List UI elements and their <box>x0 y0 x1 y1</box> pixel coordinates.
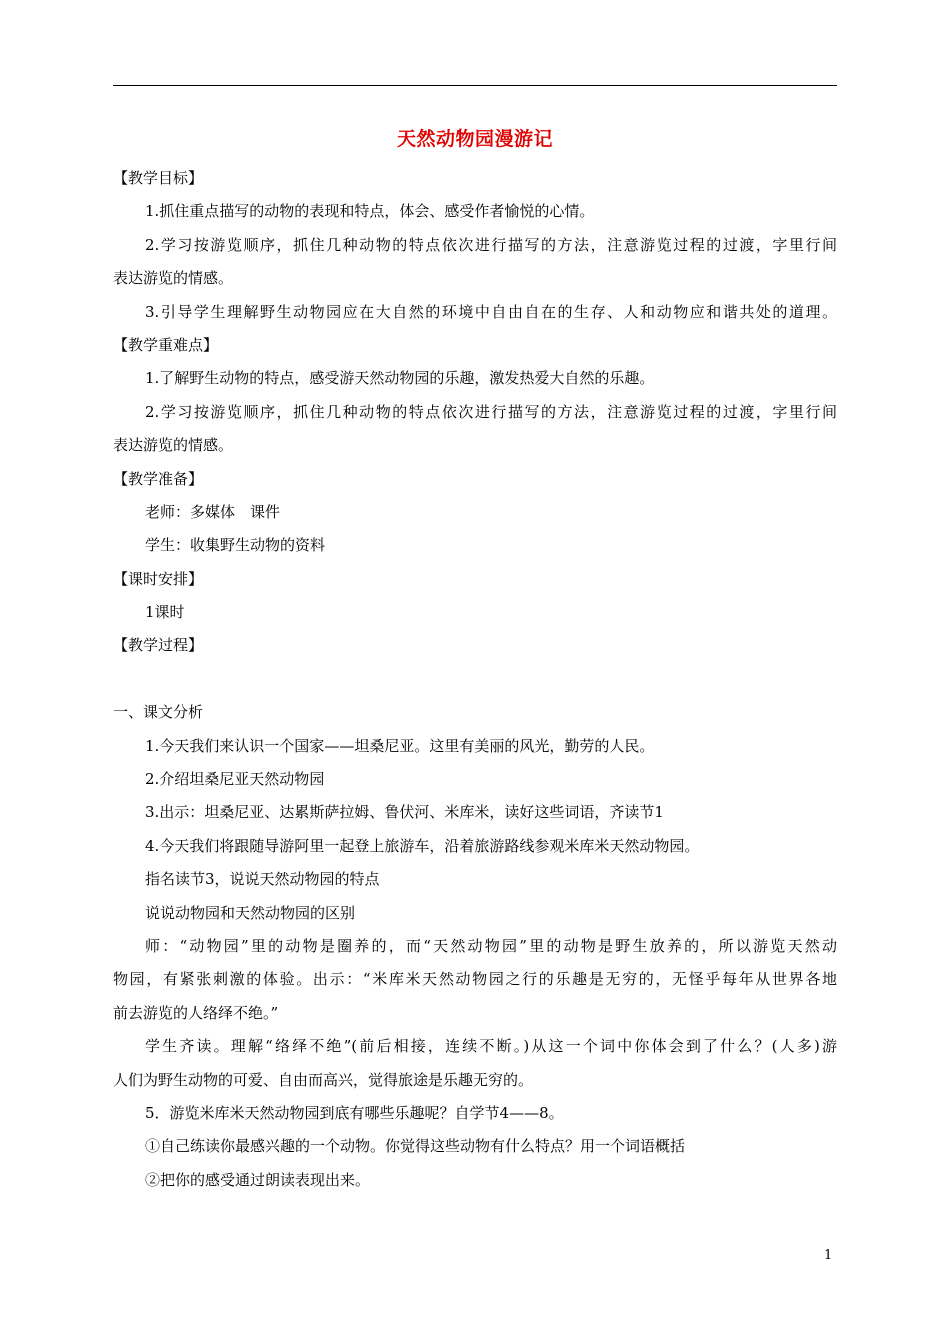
text-line: 2.介绍坦桑尼亚天然动物园 <box>145 770 325 789</box>
text-line: 表达游览的情感。 <box>113 269 234 288</box>
text-line: ②把你的感受通过朗读表现出来。 <box>145 1170 371 1189</box>
text-line: 5．游览米库米天然动物园到底有哪些乐趣呢？自学节4——8。 <box>145 1103 564 1122</box>
text-line: 前去游览的人络绎不绝。” <box>113 1003 279 1022</box>
text-line: 学生齐读。理解“络绎不绝”(前后相接，连续不断。)从这一个词中你体会到了什么？(人多)游 <box>145 1037 837 1056</box>
text-line: 1.今天我们来认识一个国家——坦桑尼亚。这里有美丽的风光，勤劳的人民。 <box>145 736 655 755</box>
text-line: 老师：多媒体 课件 <box>145 502 281 521</box>
document-title: 天然动物园漫游记 <box>396 128 553 150</box>
section-heading: 【课时安排】 <box>113 569 204 588</box>
section-heading: 【教学准备】 <box>113 469 204 488</box>
text-line: 1课时 <box>145 603 185 622</box>
text-line: 说说动物园和天然动物园的区别 <box>145 903 356 922</box>
header-rule <box>113 85 837 86</box>
text-line: 1.了解野生动物的特点，感受游天然动物园的乐趣，激发热爱大自然的乐趣。 <box>145 369 655 388</box>
text-line: 师：“动物园”里的动物是圈养的，而“天然动物园”里的动物是野生放养的，所以游览天然动 <box>145 936 837 955</box>
text-line: 学生：收集野生动物的资料 <box>145 536 326 555</box>
section-heading: 【教学过程】 <box>113 636 204 655</box>
page-number: 1 <box>824 1248 833 1263</box>
section-heading: 【教学重难点】 <box>113 335 219 354</box>
blank-line <box>113 663 837 696</box>
text-line: 2.学习按游览顺序，抓住几种动物的特点依次进行描写的方法，注意游览过程的过渡，字里行间 <box>145 235 837 254</box>
text-line: 指名读节3，说说天然动物园的特点 <box>145 870 380 889</box>
section-heading: 【教学目标】 <box>113 169 204 187</box>
text-line: 1.抓住重点描写的动物的表现和特点，体会、感受作者愉悦的心情。 <box>145 202 595 221</box>
text-line: 表达游览的情感。 <box>113 436 234 455</box>
document-body <box>113 162 837 1197</box>
text-line: 一、课文分析 <box>113 703 204 722</box>
text-line: 3.出示：坦桑尼亚、达累斯萨拉姆、鲁伏河、米库米，读好这些词语，齐读节1 <box>145 803 664 822</box>
text-line: 3.引导学生理解野生动物园应在大自然的环境中自由自在的生存、人和动物应和谐共处的道理。 <box>145 302 837 321</box>
text-line: 人们为野生动物的可爱、自由而高兴，觉得旅途是乐趣无穷的。 <box>113 1070 534 1089</box>
text-line: ①自己练读你最感兴趣的一个动物。你觉得这些动物有什么特点？用一个词语概括 <box>145 1137 686 1156</box>
text-line: 2.学习按游览顺序，抓住几种动物的特点依次进行描写的方法，注意游览过程的过渡，字里行间 <box>145 402 837 421</box>
text-line: 物园，有紧张刺激的体验。出示：“米库米天然动物园之行的乐趣是无穷的，无怪乎每年从世界各地 <box>113 970 837 989</box>
text-line: 4.今天我们将跟随导游阿里一起登上旅游车，沿着旅游路线参观米库米天然动物园。 <box>145 836 700 855</box>
